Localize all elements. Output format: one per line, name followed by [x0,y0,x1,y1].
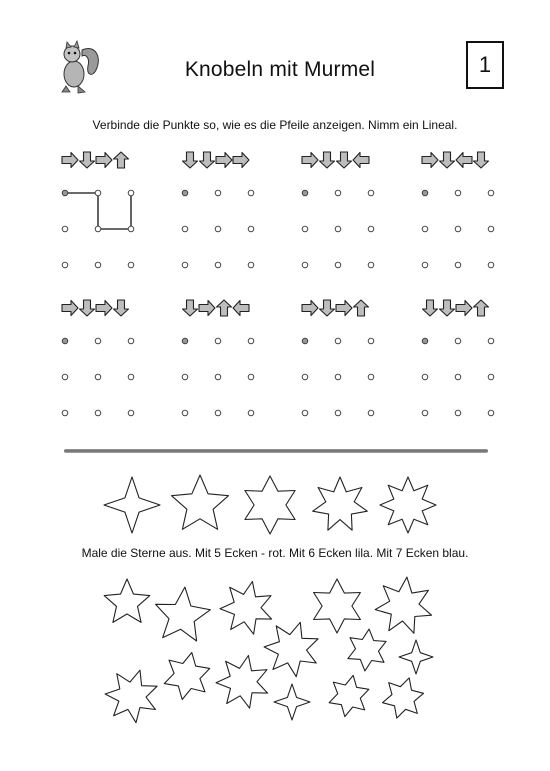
up-arrow-icon [217,300,232,316]
dot-icon[interactable] [302,410,308,416]
dot-icon[interactable] [182,410,188,416]
star-icon[interactable] [104,579,150,622]
star-icon[interactable] [348,629,386,671]
down-arrow-icon [440,300,455,316]
dot-icon[interactable] [62,262,68,268]
down-arrow-icon [423,300,438,316]
dot-icon[interactable] [335,374,341,380]
dot-icon[interactable] [335,190,341,196]
dot-icon[interactable] [422,226,428,232]
star-icon [172,475,229,529]
dot-icon[interactable] [182,226,188,232]
dot-icon[interactable] [215,262,221,268]
right-arrow-icon [62,153,78,168]
dot-icon[interactable] [128,374,134,380]
dot-icon[interactable] [182,190,188,196]
instruction-dots: Verbinde die Punkte so, wie es die Pfeile anzeigen. Nimm ein Lineal. [92,118,458,132]
down-arrow-icon [80,300,95,316]
dot-icon[interactable] [248,190,254,196]
down-arrow-icon [183,152,198,168]
dot-icon[interactable] [455,226,461,232]
right-arrow-icon [233,153,249,168]
dot-icon[interactable] [488,262,494,268]
dot-icon[interactable] [95,190,101,196]
dot-icon[interactable] [95,410,101,416]
down-arrow-icon [80,152,95,168]
dot-icon[interactable] [215,226,221,232]
dot-icon[interactable] [182,338,188,344]
up-arrow-icon [114,152,129,168]
dot-icon[interactable] [335,338,341,344]
star-icon [380,477,436,533]
dot-icon[interactable] [302,374,308,380]
dot-exercise [54,290,144,420]
down-arrow-icon [320,152,335,168]
dot-icon[interactable] [488,190,494,196]
dot-icon[interactable] [368,374,374,380]
instruction-stars: Male die Sterne aus. Mit 5 Ecken - rot. Mit 6 Ecken lila. Mit 7 Ecken blau. [81,546,469,560]
page-title: Knobeln mit Murmel [184,58,376,81]
right-arrow-icon [96,301,112,316]
right-arrow-icon [199,301,215,316]
star-icon [104,477,160,533]
dot-icon[interactable] [368,262,374,268]
star-icon[interactable] [220,582,272,635]
dot-icon[interactable] [455,262,461,268]
dot-icon[interactable] [455,410,461,416]
dot-icon[interactable] [128,410,134,416]
dot-icon[interactable] [62,226,68,232]
right-arrow-icon [302,153,318,168]
dot-icon[interactable] [368,226,374,232]
dot-icon[interactable] [248,262,254,268]
dot-icon[interactable] [368,410,374,416]
right-arrow-icon [456,301,472,316]
right-arrow-icon [216,153,232,168]
section-divider [64,449,488,453]
left-arrow-icon [233,301,249,316]
right-arrow-icon [336,301,352,316]
up-arrow-icon [354,300,369,316]
down-arrow-icon [114,300,129,316]
star-icon [245,476,295,534]
dot-icon[interactable] [95,226,101,232]
star-icon[interactable] [156,587,211,641]
dot-icon[interactable] [302,226,308,232]
left-arrow-icon [456,153,472,168]
dot-icon[interactable] [335,226,341,232]
dot-icon[interactable] [422,374,428,380]
down-arrow-icon [440,152,455,168]
dot-exercise [414,142,504,272]
dot-icon[interactable] [368,190,374,196]
dot-icon[interactable] [248,226,254,232]
dot-exercise [414,290,504,420]
dot-icon[interactable] [455,338,461,344]
dot-exercise [294,142,384,272]
right-arrow-icon [302,301,318,316]
star-icon[interactable] [375,577,431,633]
dot-icon[interactable] [422,338,428,344]
dot-icon[interactable] [128,338,134,344]
down-arrow-icon [337,152,352,168]
dot-icon[interactable] [215,410,221,416]
star-icon[interactable] [274,684,310,720]
down-arrow-icon [183,300,198,316]
star-icon[interactable] [216,656,268,709]
dot-exercise [174,142,264,272]
dot-icon[interactable] [215,374,221,380]
star-icon[interactable] [314,579,361,633]
dot-exercise [54,142,144,272]
dot-icon[interactable] [182,374,188,380]
star-icon [313,477,368,530]
dot-icon[interactable] [488,226,494,232]
dot-icon[interactable] [95,262,101,268]
dot-icon[interactable] [248,374,254,380]
dot-icon[interactable] [302,190,308,196]
dot-icon[interactable] [215,190,221,196]
dot-icon[interactable] [128,190,134,196]
dot-icon[interactable] [455,374,461,380]
dot-icon[interactable] [95,338,101,344]
dot-icon[interactable] [215,338,221,344]
page-number-box [466,41,504,89]
star-icon[interactable] [164,653,210,700]
page-number: 1 [478,52,492,77]
down-arrow-icon [474,152,489,168]
example-stars [0,460,550,540]
dot-icon[interactable] [128,226,134,232]
star-icon[interactable] [329,675,369,716]
dot-icon[interactable] [335,262,341,268]
dot-icon[interactable] [248,410,254,416]
dot-icon[interactable] [62,338,68,344]
star-icon[interactable] [383,678,424,718]
coloring-stars [0,560,550,730]
dot-icon[interactable] [422,190,428,196]
dot-icon[interactable] [128,262,134,268]
left-arrow-icon [353,153,369,168]
right-arrow-icon [422,153,438,168]
down-arrow-icon [200,152,215,168]
right-arrow-icon [96,153,112,168]
star-icon[interactable] [264,622,318,676]
up-arrow-icon [474,300,489,316]
dot-icon[interactable] [335,410,341,416]
star-icon[interactable] [105,670,157,723]
dot-icon[interactable] [302,262,308,268]
star-icon[interactable] [399,640,433,674]
dot-icon[interactable] [368,338,374,344]
dot-icon[interactable] [488,410,494,416]
dot-icon[interactable] [62,190,68,196]
dot-icon[interactable] [422,262,428,268]
right-arrow-icon [62,301,78,316]
squirrel-mascot-icon [52,40,102,96]
dot-icon[interactable] [488,338,494,344]
dot-icon[interactable] [422,410,428,416]
down-arrow-icon [320,300,335,316]
dot-exercise [294,290,384,420]
dot-icon[interactable] [302,338,308,344]
dot-icon[interactable] [488,374,494,380]
dot-exercise [174,290,264,420]
dot-icon[interactable] [455,190,461,196]
dot-icon[interactable] [95,374,101,380]
dot-icon[interactable] [182,262,188,268]
dot-icon[interactable] [62,374,68,380]
dot-icon[interactable] [62,410,68,416]
drawn-path [65,193,131,229]
dot-icon[interactable] [248,338,254,344]
